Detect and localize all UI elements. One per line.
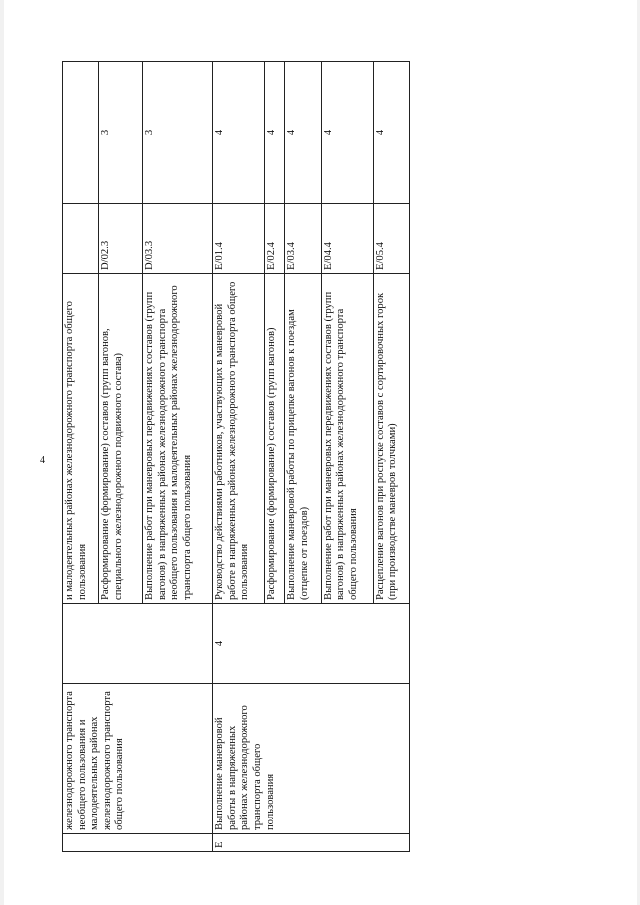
- function-code-cell: E/04.4: [321, 204, 373, 274]
- labor-function-cell: Выполнение работ при маневровых передвижениях составов (групп вагонов) в напряженных районах железнодорожного транспорта общего пользования: [321, 274, 373, 604]
- qualification-level-cell: [63, 604, 213, 684]
- labor-function-cell: Расформирование (формирование) составов (групп вагонов, специального железнодорожного подвижного состава): [99, 274, 143, 604]
- group-code-cell: [63, 834, 213, 852]
- generalized-function-cell: железнодорожного транспорта необщего пользования и малодеятельных районах железнодорожного транспорта общего пользования: [63, 684, 213, 834]
- function-code-cell: E/01.4: [213, 204, 265, 274]
- sub-level-cell: 4: [321, 62, 373, 204]
- labor-function-cell: Руководство действиями работников, участвующих в маневровой работе в напряженных районах железнодорожного транспорта общего пользования: [213, 274, 265, 604]
- labor-function-cell: Расформирование (формирование) составов (групп вагонов): [265, 274, 285, 604]
- page-number: 4: [40, 455, 45, 466]
- labor-function-cell: Выполнение работ при маневровых передвижениях составов (групп вагонов) в напряженных районах железнодорожного транспорта необщего пользования и малодеятельных районах железнодорожного транспорта общего пользования: [143, 274, 213, 604]
- generalized-function-cell: Выполнение маневровой работы в напряженных районах железнодорожного транспорта общего пользования: [213, 684, 410, 834]
- functions-table-rotated: [62, 62, 410, 852]
- function-code-cell: [63, 204, 99, 274]
- labor-function-cell: Выполнение маневровой работы по прицепке вагонов к поездам (отцепке от поездов): [285, 274, 321, 604]
- group-code-cell: E: [213, 834, 410, 852]
- sub-level-cell: 3: [99, 62, 143, 204]
- function-code-cell: D/02.3: [99, 204, 143, 274]
- sub-level-cell: 3: [143, 62, 213, 204]
- table-row: [213, 62, 265, 852]
- sub-level-cell: 4: [285, 62, 321, 204]
- sub-level-cell: 4: [265, 62, 285, 204]
- table-row: [63, 62, 99, 852]
- labor-function-cell: Расцепление вагонов при роспуске составов с сортировочных горок (при производстве маневров толчками): [373, 274, 409, 604]
- function-code-cell: E/03.4: [285, 204, 321, 274]
- sub-level-cell: 4: [373, 62, 409, 204]
- function-code-cell: E/05.4: [373, 204, 409, 274]
- function-code-cell: E/02.4: [265, 204, 285, 274]
- labor-function-cell: и малодеятельных районах железнодорожного транспорта общего пользования: [63, 274, 99, 604]
- sub-level-cell: 4: [213, 62, 265, 204]
- functions-table: [62, 61, 410, 852]
- sub-level-cell: [63, 62, 99, 204]
- qualification-level-cell: 4: [213, 604, 410, 684]
- function-code-cell: D/03.3: [143, 204, 213, 274]
